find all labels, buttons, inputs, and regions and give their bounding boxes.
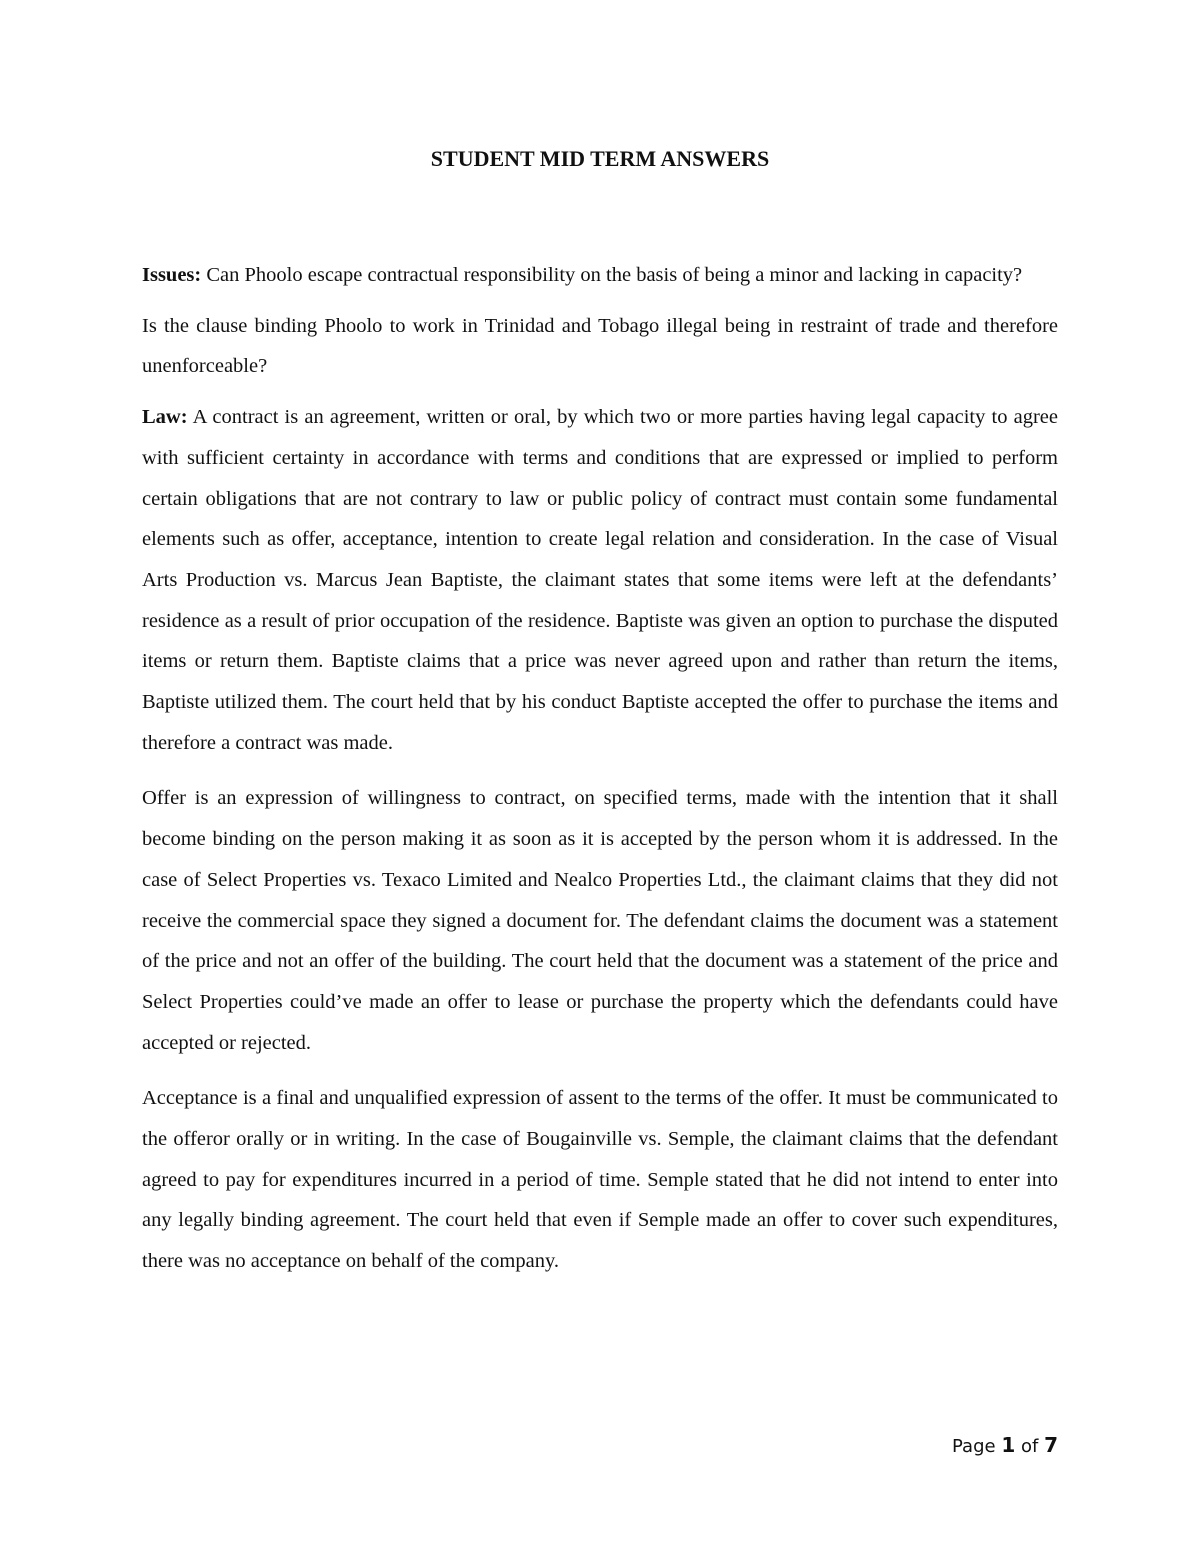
page-word: Page — [952, 1436, 996, 1457]
law-text: A contract is an agreement, written or oral, by which two or more parties having legal capacity to agree with sufficient certainty in accordance with terms and conditions that are expressed or implied to perform certain obligations that are not contrary to law or public policy of contract must contain some fundamental elements such as offer, acceptance, intention to create legal relation and consideration. In the case of Visual Arts Production vs. Marcus Jean Baptiste, the claimant states that some items were left at the defendants’ residence as a result of prior occupation of the residence. Baptiste was given an option to purchase the disputed items or return them. Baptiste claims that a price was never agreed upon and rather than return the items, Baptiste utilized them. The court held that by his conduct Baptiste accepted the offer to purchase the items and therefore a contract was made. — [142, 406, 1058, 754]
issues-question-1: Can Phoolo escape contractual responsibility on the basis of being a minor and lacking in capacity? — [201, 264, 1023, 286]
law-label: Law: — [142, 406, 188, 429]
of-word: of — [1020, 1436, 1039, 1457]
document-body — [142, 255, 1058, 1297]
total-pages-number: 7 — [1044, 1433, 1058, 1457]
acceptance-paragraph: Acceptance is a final and unqualified expression of assent to the terms of the offer. It must be communicated to the offeror orally or in writing. In the case of Bougainville vs. Semple, the claimant claims that the defendant agreed to pay for expenditures incurred in a period of time. Semple stated that he did not intend to enter into any legally binding agreement. The court held that even if Semple made an offer to cover such expenditures, there was no acceptance on behalf of the company. — [142, 1087, 1058, 1273]
issues-label: Issues: — [142, 264, 202, 286]
law-paragraph — [142, 397, 1058, 763]
page-number-footer — [952, 1432, 1058, 1460]
issues-question-2: Is the clause binding Phoolo to work in Trinidad and Tobago illegal being in restraint of trade and therefore unenforceable? — [142, 314, 1058, 378]
offer-paragraph: Offer is an expression of willingness to contract, on specified terms, made with the intention that it shall become binding on the person making it as soon as it is accepted by the person whom it is addressed. In the case of Select Properties vs. Texaco Limited and Nealco Properties Ltd., the claimant claims that they did not receive the commercial space they signed a document for. The defendant claims the document was a statement of the price and not an offer of the building. The court held that the document was a statement of the price and Select Properties could’ve made an offer to lease or purchase the property which the defendants could have accepted or rejected. — [142, 787, 1058, 1054]
issues-paragraph — [142, 255, 1058, 296]
current-page-number: 1 — [1001, 1433, 1016, 1457]
document-title: STUDENT MID TERM ANSWERS — [430, 146, 770, 171]
